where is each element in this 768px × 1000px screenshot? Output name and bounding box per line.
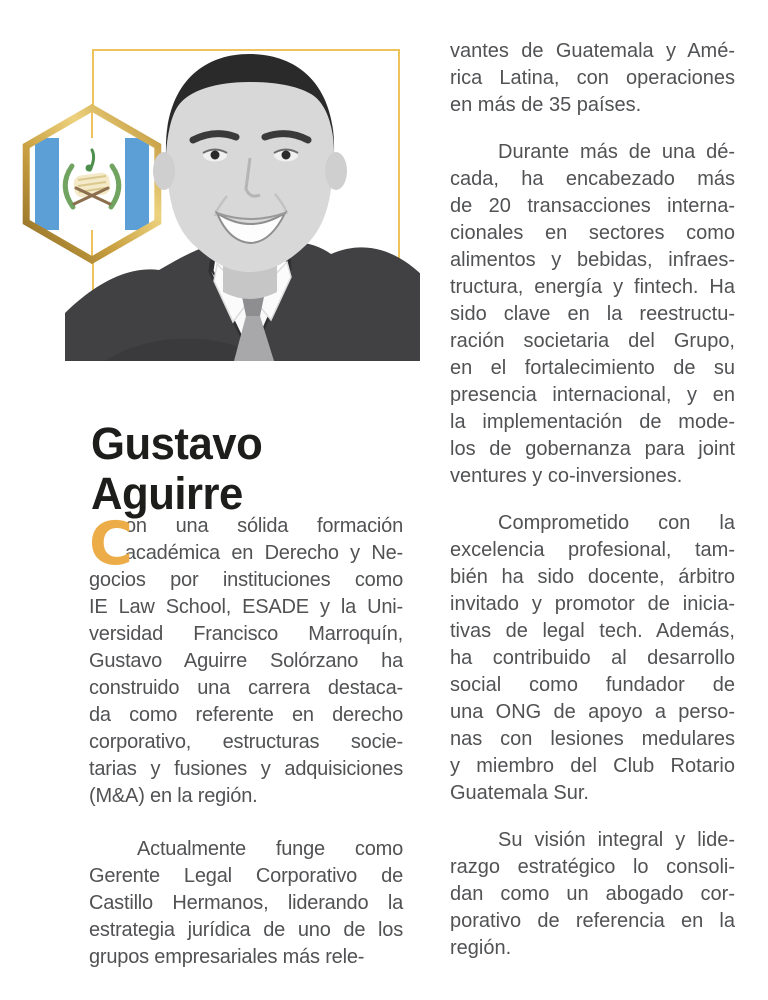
text-line: Actualmente funge como [137,838,403,860]
text-line: alimentos y bebidas, infraes- [450,249,735,271]
text-line: versidad Francisco Marroquín, [89,623,403,645]
text-line: tarias y fusiones y adquisiciones [89,758,403,780]
text-line: tivas de legal tech. Además, [450,620,735,642]
text-line: IE Law School, ESADE y la Uni- [89,596,403,618]
text-line: Comprometido con la [498,512,735,534]
text-line: rica Latina, con operaciones [450,67,735,89]
drop-cap: C [89,509,133,579]
text-line: cada, ha encabezado más [450,168,735,190]
text-line: nas con lesiones medulares [450,728,735,750]
text-line: vantes de Guatemala y Amé- [450,40,735,62]
text-line: Gustavo Aguirre Solórzano ha [89,650,403,672]
text-line: la implementación de mode- [450,411,735,433]
text-line: los de gobernanza para joint [450,438,735,460]
text-line: on una sólida formación [125,515,403,537]
text-line: ha contribuido al desarrollo [450,647,735,669]
text-line: razgo estratégico lo consoli- [450,856,735,878]
text-line: bién ha sido docente, árbitro [450,566,735,588]
face [153,54,347,272]
text-line: Gerente Legal Corporativo de [89,865,403,887]
text-line: en más de 35 países. [450,94,642,116]
text-line: dan como un abogado cor- [450,883,735,905]
text-line: académica en Derecho y Ne- [125,542,403,564]
text-line: y miembro del Club Rotario [450,755,735,777]
text-line: Guatemala Sur. [450,782,589,804]
portrait-photo [65,36,420,361]
text-line: Castillo Hermanos, liderando la [89,892,403,914]
article-column-left [89,509,403,971]
ear-left [153,152,175,190]
text-line: porativo de referencia en la [450,910,735,932]
paragraph [89,836,403,971]
text-line: sido clave en la reestructu- [450,303,735,325]
text-line: ventures y co-inversiones. [450,465,683,487]
paragraph [89,509,403,810]
ear-right [325,152,347,190]
paragraph [450,139,735,490]
text-line: gocios por instituciones como [89,569,403,591]
text-line: social como fundador de [450,674,735,696]
text-line: región. [450,937,512,959]
person-name [91,419,401,519]
name-line-first: Gustavo [91,418,263,470]
text-line: de 20 transacciones interna- [450,195,735,217]
text-line: ración societaria del Grupo, [450,330,735,352]
text-line: en el fortalecimiento de su [450,357,735,379]
paragraph [450,827,735,962]
text-line: presencia internacional, y en [450,384,735,406]
text-line: construido una carrera destaca- [89,677,403,699]
paragraph [450,38,735,119]
text-line: (M&A) en la región. [89,785,258,807]
text-line: da como referente en derecho [89,704,403,726]
article-column-right [450,38,735,962]
text-line: Durante más de una dé- [498,141,735,163]
text-line: Su visión integral y lide- [498,829,735,851]
text-line: cionales en sectores como [450,222,735,244]
text-line: excelencia profesional, tam- [450,539,735,561]
name-line-last: Aguirre [91,468,243,520]
text-line: una ONG de apoyo a perso- [450,701,735,723]
text-line: corporativo, estructuras socie- [89,731,403,753]
paragraph [450,510,735,807]
text-line: grupos empresariales más rele- [89,946,365,968]
text-line: estrategia jurídica de uno de los [89,919,403,941]
text-line: tructura, energía y fintech. Ha [450,276,735,298]
text-line: invitado y promotor de inicia- [450,593,735,615]
